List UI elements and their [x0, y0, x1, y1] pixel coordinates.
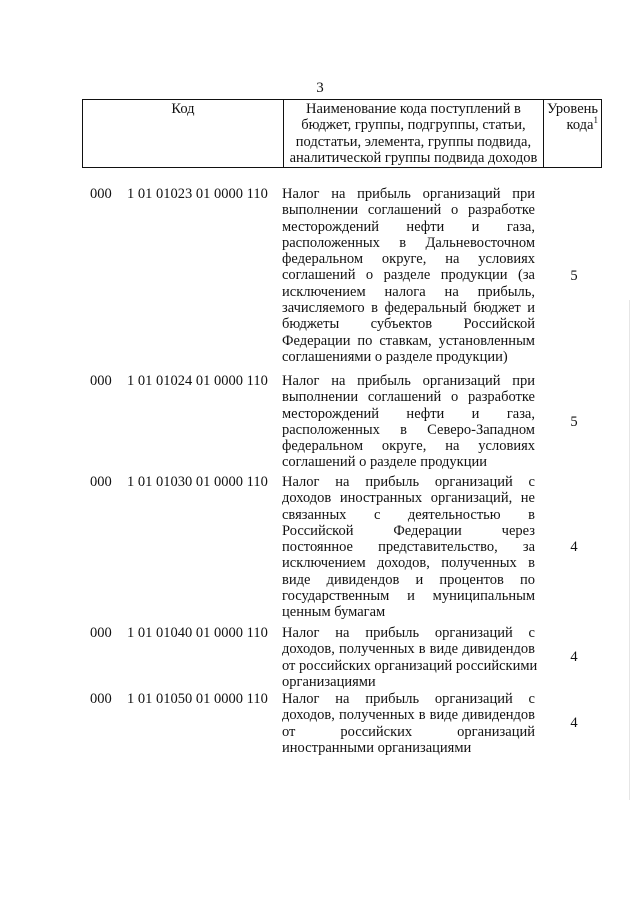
revenue-name-line: выполнении соглашений о разработке [282, 389, 535, 406]
revenue-name [282, 186, 535, 365]
code-level: 5 [570, 414, 578, 430]
table-row [0, 474, 640, 621]
footnote-marker: 1 [593, 115, 598, 126]
revenue-name-line: от российских организаций российскими [282, 657, 538, 674]
revenue-name-line: доходов, полученных в виде дивидендов [282, 641, 535, 658]
code-level: 4 [570, 715, 578, 731]
header-name-line: подстатьи, элемента, группы подвида, [295, 133, 532, 150]
code-level: 5 [570, 268, 578, 284]
header-code-label: Код [171, 101, 195, 117]
revenue-name-line: иностранными организациями [282, 739, 472, 756]
revenue-name-line: соглашений о разделе продукции [282, 454, 488, 471]
revenue-name-line: связанных с деятельностью в [282, 506, 535, 523]
admin-code: 000 [90, 373, 112, 389]
admin-code: 000 [90, 625, 112, 641]
revenue-name-line: зачисляемого в федеральный бюджет и [282, 300, 535, 317]
revenue-name-line: Налог на прибыль организаций с [282, 474, 535, 490]
revenue-name-line: Налог на прибыль организаций с [282, 625, 535, 641]
code-level: 4 [570, 649, 578, 665]
table-row [0, 186, 640, 365]
revenue-name-line: организациями [282, 673, 376, 690]
revenue-name-line: исключением налога на прибыль, [282, 283, 535, 300]
header-level-cell [543, 100, 601, 168]
revenue-code: 1 01 01024 01 0000 110 [127, 373, 268, 389]
revenue-name-line: доходов, полученных в виде дивидендов [282, 707, 535, 724]
revenue-name-line: Российской Федерации через [282, 522, 535, 539]
revenue-name-line: расположенных в Северо-Западном [282, 421, 535, 438]
revenue-name-line: виде дивидендов и процентов по [282, 571, 535, 588]
revenue-name [282, 691, 535, 756]
revenue-name-line: федеральном округе, на условиях [282, 251, 535, 268]
table-row [0, 373, 640, 471]
revenue-name-line: ценным бумагам [282, 604, 386, 621]
revenue-name-line: от российских организаций [282, 723, 535, 740]
header-level-line [547, 117, 598, 133]
revenue-name-line: месторождений нефти и газа, [282, 405, 535, 422]
revenue-name-line: постоянное представительство, за [282, 539, 535, 556]
revenue-code: 1 01 01030 01 0000 110 [127, 474, 268, 490]
table-row [0, 691, 640, 756]
header-name-cell [283, 100, 543, 168]
revenue-name-line: бюджеты субъектов Российской [282, 316, 535, 333]
revenue-name [282, 373, 535, 471]
admin-code: 000 [90, 186, 112, 202]
revenue-code: 1 01 01023 01 0000 110 [127, 186, 268, 202]
revenue-name-line: Налог на прибыль организаций при [282, 373, 535, 389]
revenue-name-line: выполнении соглашений о разработке [282, 202, 535, 219]
revenue-name-line: соглашений о разделе продукции (за [282, 267, 535, 284]
revenue-name-line: Налог на прибыль организаций при [282, 186, 535, 202]
scan-edge-line [629, 300, 630, 800]
revenue-name-line: государственным и муниципальным [282, 588, 535, 605]
revenue-name-line: соглашениями о разделе продукции) [282, 348, 508, 365]
admin-code: 000 [90, 474, 112, 490]
revenue-name-line: Налог на прибыль организаций с [282, 691, 535, 707]
revenue-name [282, 625, 538, 690]
header-name-line: Наименование кода поступлений в [305, 101, 521, 117]
table-header [82, 99, 602, 168]
header-code-cell [83, 100, 284, 168]
admin-code: 000 [90, 691, 112, 707]
revenue-code: 1 01 01040 01 0000 110 [127, 625, 268, 641]
page-number: 3 [316, 80, 324, 96]
revenue-name [282, 474, 535, 621]
header-name-line: бюджет, группы, подгруппы, статьи, [301, 117, 526, 134]
header-name-line: аналитической группы подвида доходов [289, 149, 538, 166]
revenue-name-line: федеральном округе, на условиях [282, 438, 535, 455]
header-level-line: Уровень [546, 101, 598, 117]
revenue-name-line: Федерации по ставкам, установленным [282, 332, 535, 349]
header-level-text: кода [566, 117, 594, 134]
revenue-name-line: месторождений нефти и газа, [282, 218, 535, 235]
revenue-code: 1 01 01050 01 0000 110 [127, 691, 268, 707]
revenue-name-line: доходов иностранных организаций, не [282, 490, 535, 507]
revenue-name-line: расположенных в Дальневосточном [282, 234, 535, 251]
table-row [0, 625, 640, 690]
revenue-name-line: исключением доходов, полученных в [282, 555, 535, 572]
code-level: 4 [570, 539, 578, 555]
